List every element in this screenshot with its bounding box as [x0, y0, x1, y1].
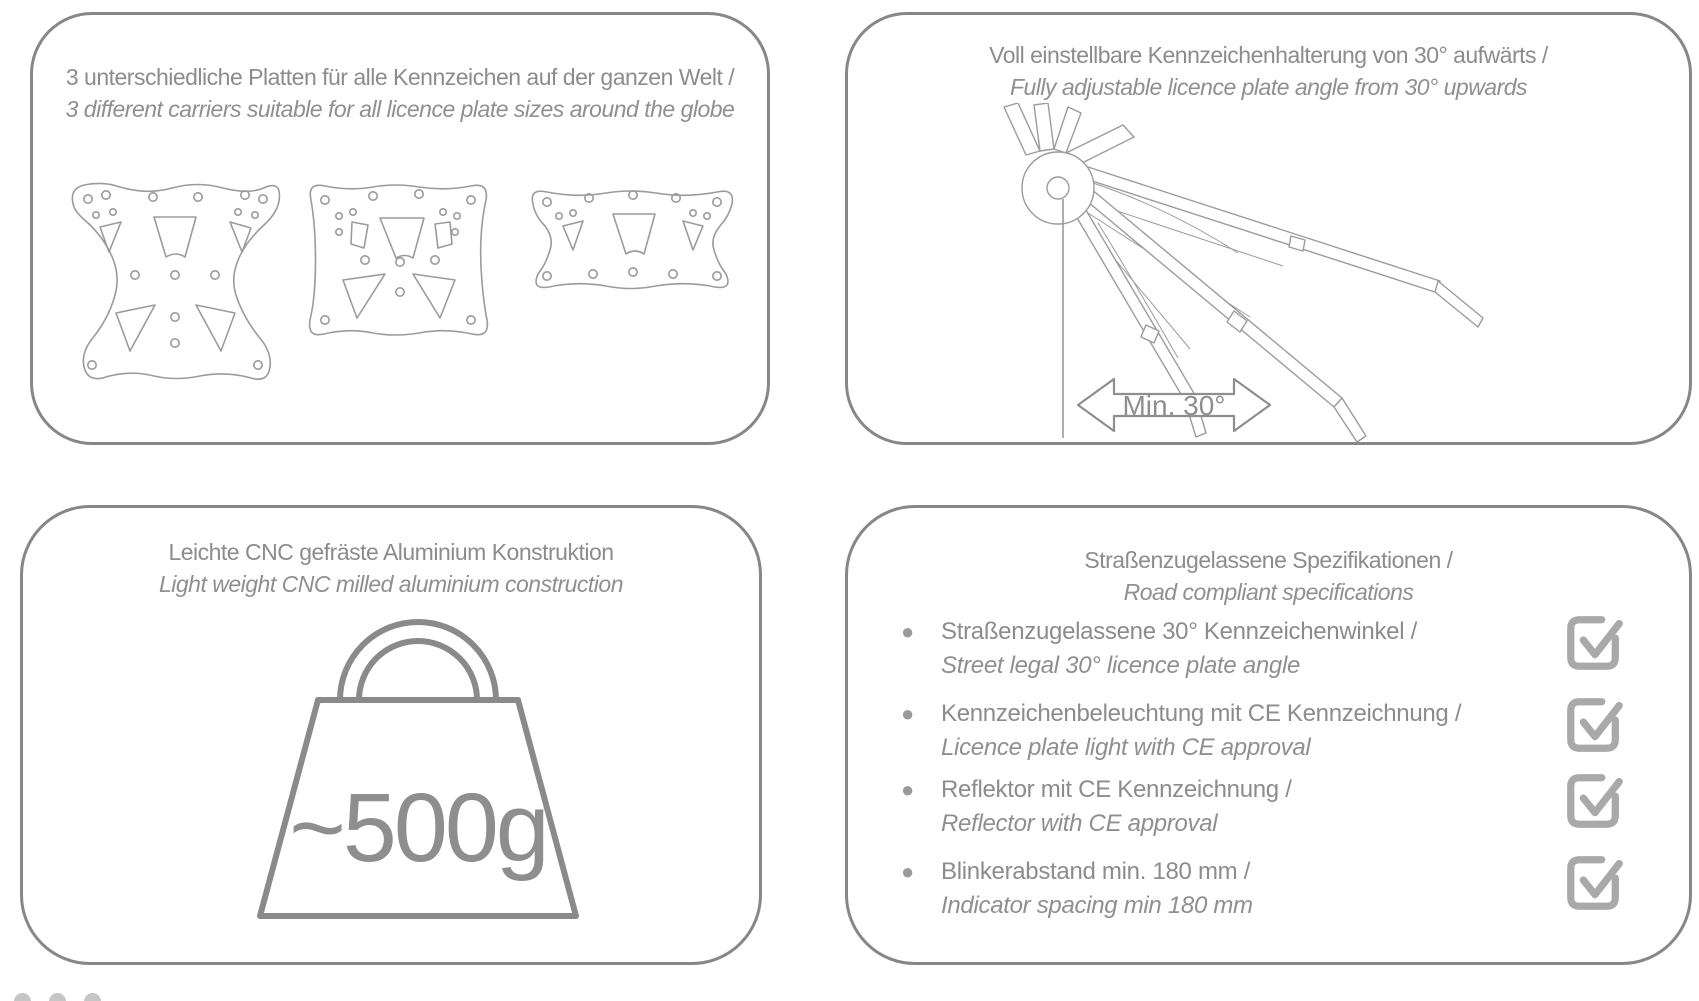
weight-handle-inner	[359, 641, 477, 700]
checked-checkbox-icon	[1563, 693, 1625, 755]
spec-de: Kennzeichenbeleuchtung mit CE Kennzeichnung /	[941, 700, 1462, 727]
weight-handle-outer	[340, 622, 496, 700]
weight-title-de: Leichte CNC gefräste Aluminium Konstruktion	[168, 539, 614, 565]
carrier-plate-medium-drawing	[295, 160, 500, 360]
specs-title-en: Road compliant specifications	[1123, 579, 1414, 605]
spec-en: Reflector with CE approval	[941, 810, 1218, 837]
angle-title-en: Fully adjustable licence plate angle from 30° upwards	[1009, 74, 1528, 100]
weight-icon	[208, 608, 628, 923]
angle-title	[858, 39, 1679, 103]
spec-en: Street legal 30° licence plate angle	[941, 652, 1301, 679]
pivot-joint	[1022, 152, 1094, 224]
panel-specs	[845, 505, 1692, 965]
angle-title-de: Voll einstellbare Kennzeichenhalterung von 30° aufwärts /	[989, 42, 1548, 68]
page-dot	[14, 993, 31, 1001]
panel-carriers	[30, 12, 770, 445]
checked-checkbox-icon	[1563, 611, 1625, 673]
bullet-dot: ●	[901, 777, 915, 802]
spec-en: Indicator spacing min 180 mm	[941, 892, 1253, 919]
specs-title	[858, 544, 1679, 608]
spec-de: Reflektor mit CE Kennzeichnung /	[941, 776, 1292, 803]
weight-value-label: ~500g	[289, 773, 547, 882]
panel-weight	[20, 505, 762, 965]
panel-angle	[845, 12, 1692, 445]
bullet-dot: ●	[901, 619, 915, 644]
carriers-title	[43, 61, 757, 125]
adjustable-holder-drawing	[938, 103, 1518, 443]
checked-checkbox-icon	[1563, 851, 1625, 913]
weight-title	[33, 536, 749, 600]
carriers-title-en: 3 different carriers suitable for all licence plate sizes around the globe	[65, 96, 735, 122]
checked-checkbox-icon	[1563, 769, 1625, 831]
spec-de: Blinkerabstand min. 180 mm /	[941, 858, 1251, 885]
carriers-title-de: 3 unterschiedliche Platten für alle Kennzeichen auf der ganzen Welt /	[65, 64, 735, 90]
spec-de: Straßenzugelassene 30° Kennzeichenwinkel /	[941, 618, 1417, 645]
page-dot	[49, 993, 66, 1001]
page-dot	[84, 993, 101, 1001]
specs-title-de: Straßenzugelassene Spezifikationen /	[1084, 547, 1453, 573]
spec-en: Licence plate light with CE approval	[941, 734, 1311, 761]
carrier-plate-large-drawing	[58, 155, 293, 395]
min-angle-label: Min. 30°	[1122, 390, 1226, 421]
carrier-plate-small-drawing	[521, 170, 746, 310]
weight-title-en: Light weight CNC milled aluminium construction	[158, 571, 624, 597]
bullet-dot: ●	[901, 701, 915, 726]
bullet-dot: ●	[901, 859, 915, 884]
